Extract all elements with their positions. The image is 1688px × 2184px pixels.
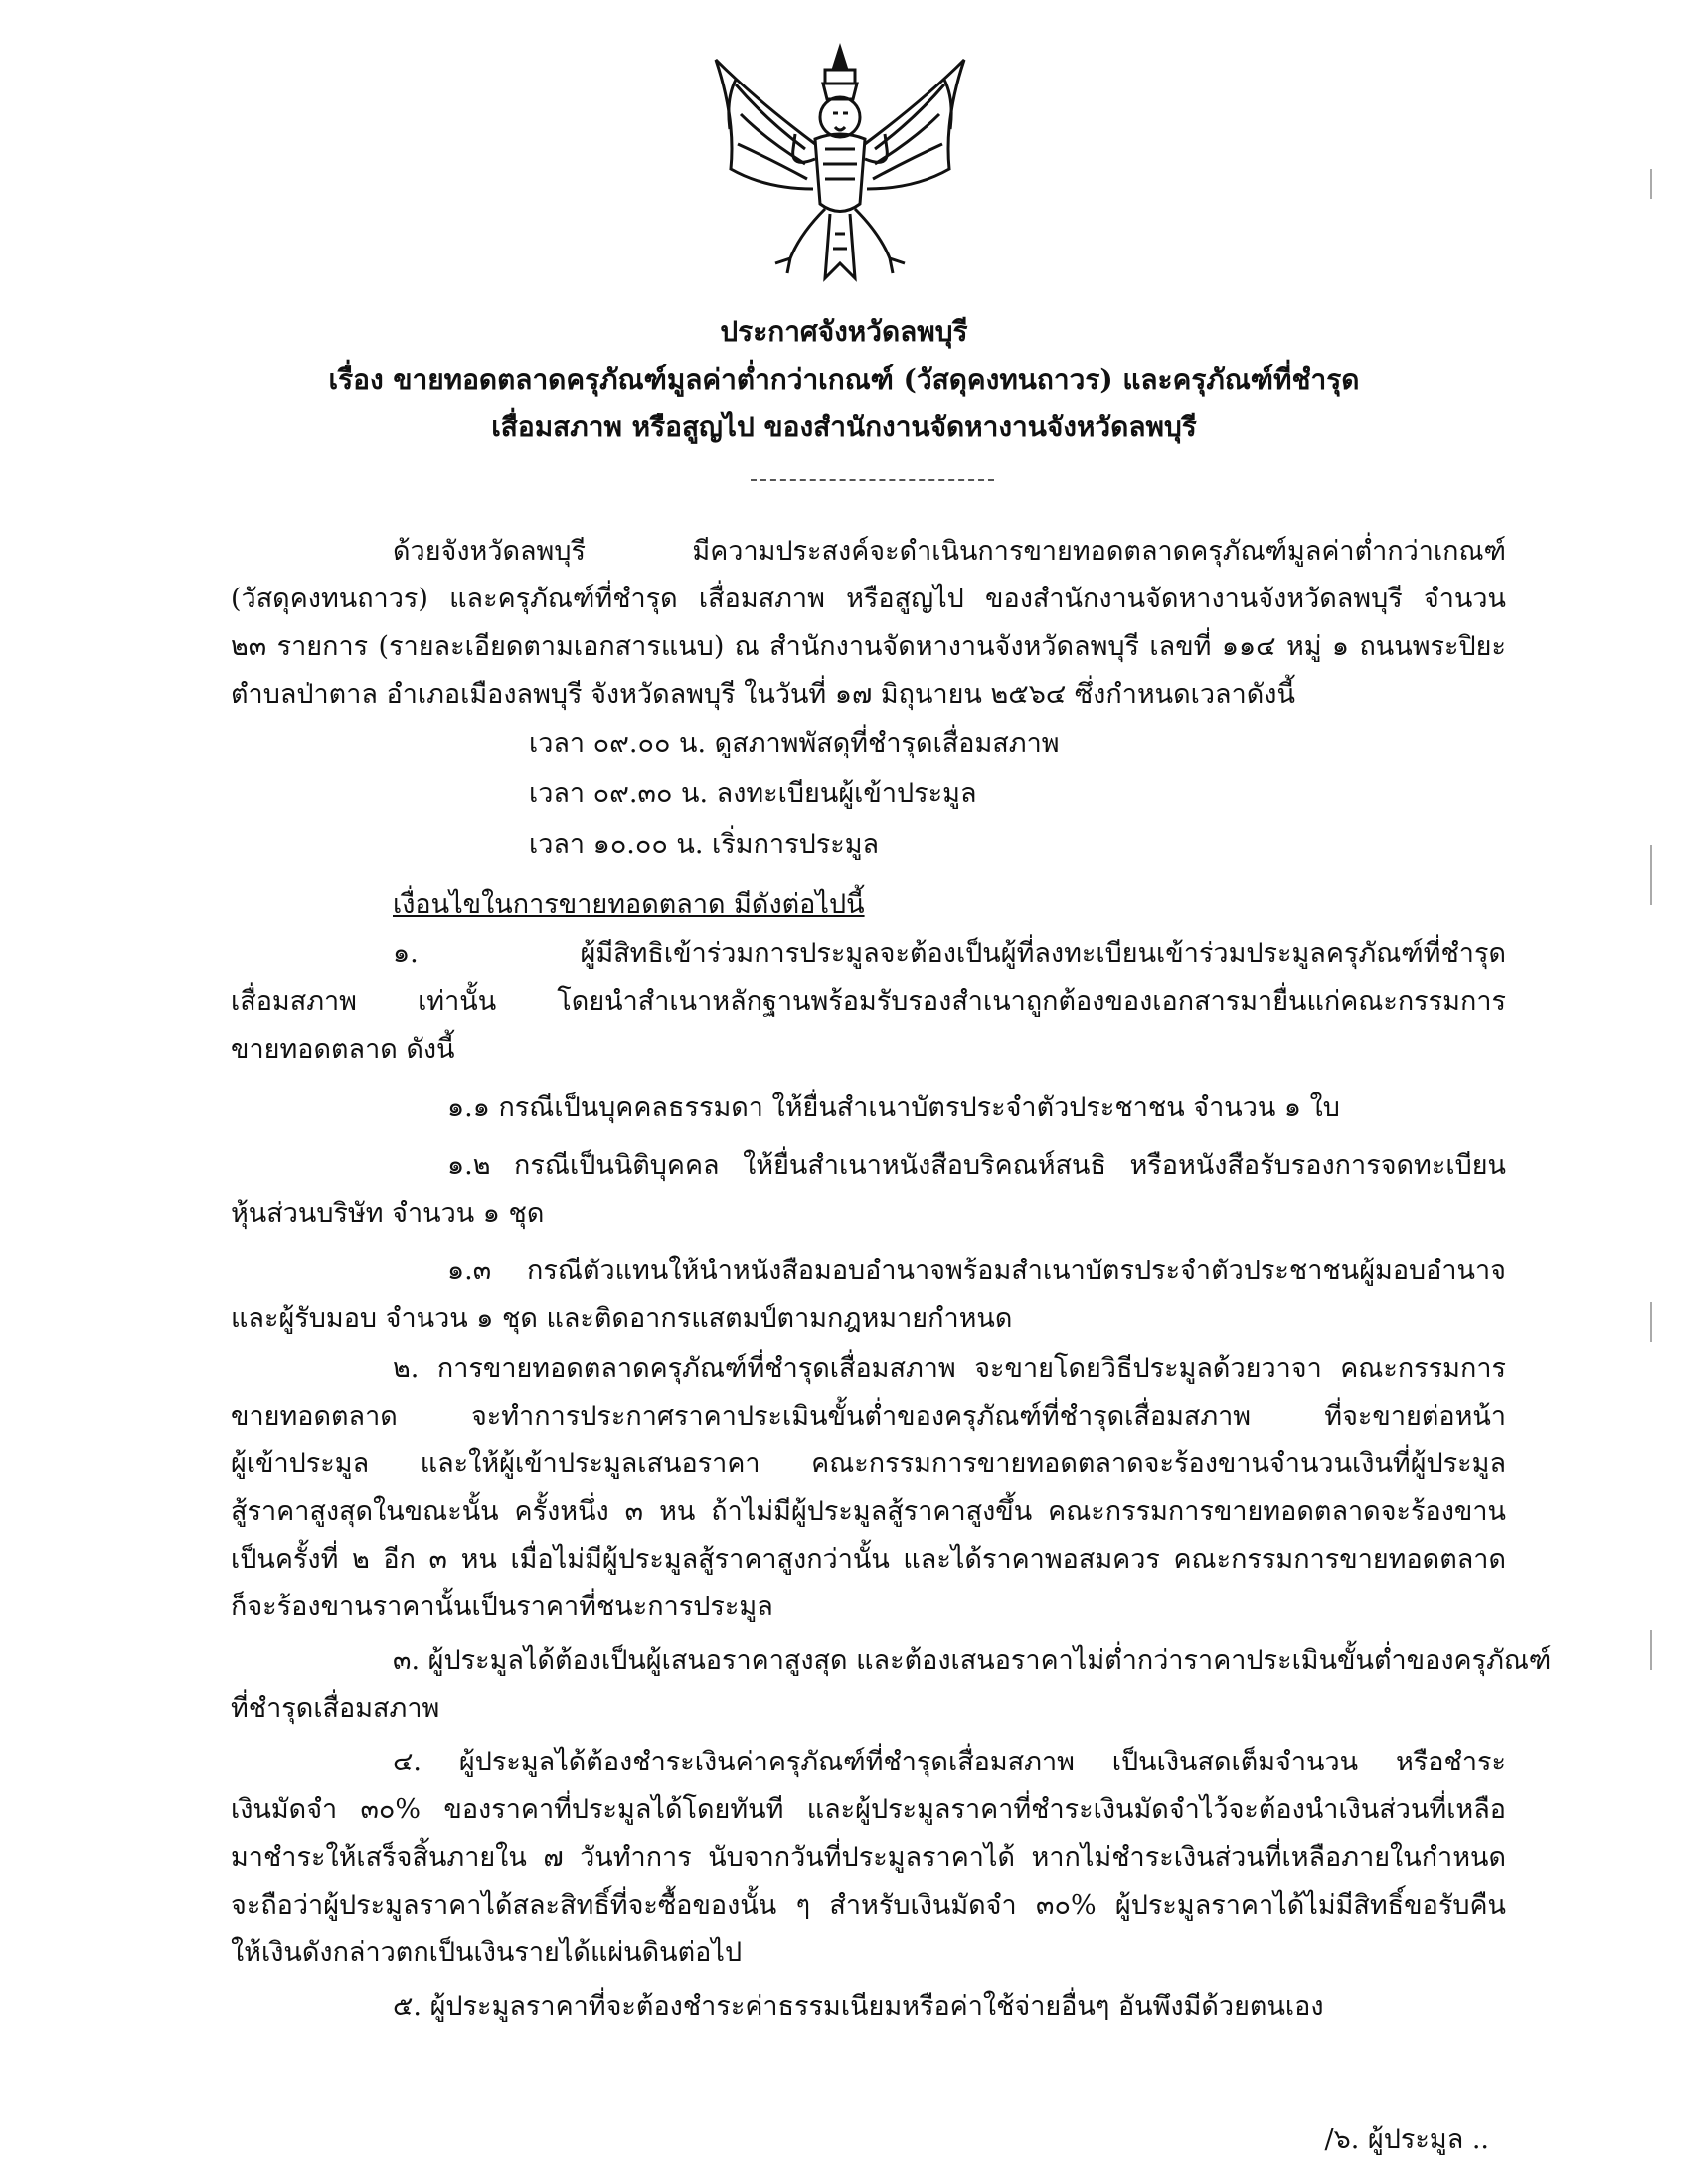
schedule-item: เวลา ๑๐.๐๐ น. เริ่มการประมูล <box>529 829 880 860</box>
scan-speck <box>1650 169 1652 199</box>
scan-speck <box>1650 1302 1652 1342</box>
intro-line-3: ๒๓ รายการ (รายละเอียดตามเอกสารแนบ) ณ สำนักงานจัดหางานจังหวัดลพบุรี เลขที่ ๑๑๔ หมู่ ๑ ถนนพระปิยะ <box>231 631 1506 662</box>
condition-1-1: ๑.๑ กรณีเป็นบุคคลธรรมดา ให้ยื่นสำเนาบัตรประจำตัวประชาชน จำนวน ๑ ใบ <box>447 1092 1340 1123</box>
condition-1-2-line-2: หุ้นส่วนบริษัท จำนวน ๑ ชุด <box>231 1198 545 1229</box>
intro-line-1: ด้วยจังหวัดลพบุรี มีความประสงค์จะดำเนินการขายทอดตลาดครุภัณฑ์มูลค่าต่ำกว่าเกณฑ์ <box>393 536 1506 567</box>
scan-speck <box>1650 1630 1652 1670</box>
condition-2-line-4: สู้ราคาสูงสุดในขณะนั้น ครั้งหนึ่ง ๓ หน ถ้าไม่มีผู้ประมูลสู้ราคาสูงขึ้น คณะกรรมการขายทอดตลาดจะร้องขาน <box>231 1496 1506 1527</box>
condition-1-3-line-1: ๑.๓ กรณีตัวแทนให้นำหนังสือมอบอำนาจพร้อมสำเนาบัตรประจำตัวประชาชนผู้มอบอำนาจ <box>447 1256 1506 1286</box>
condition-1-line-2: เสื่อมสภาพ เท่านั้น โดยนำสำเนาหลักฐานพร้อมรับรองสำเนาถูกต้องของเอกสารมายื่นแก่คณะกรรมการ <box>231 986 1506 1017</box>
scan-speck <box>1650 845 1652 905</box>
condition-3-line-2: ที่ชำรุดเสื่อมสภาพ <box>231 1693 440 1724</box>
next-page-indicator: /๖. ผู้ประมูล .. <box>1324 2124 1489 2155</box>
title-line-2: เรื่อง ขายทอดตลาดครุภัณฑ์มูลค่าต่ำกว่าเกณฑ์ (วัสดุคงทนถาวร) และครุภัณฑ์ที่ชำรุด <box>328 363 1360 396</box>
condition-4-line-2: เงินมัดจำ ๓๐% ของราคาที่ประมูลได้โดยทันที และผู้ประมูลราคาที่ชำระเงินมัดจำไว้จะต้องนำเงินส่วนที่เหลือ <box>231 1794 1506 1825</box>
condition-1-line-3: ขายทอดตลาด ดังนี้ <box>231 1034 455 1065</box>
condition-2-line-1: ๒. การขายทอดตลาดครุภัณฑ์ที่ชำรุดเสื่อมสภาพ จะขายโดยวิธีประมูลด้วยวาจา คณะกรรมการ <box>393 1353 1506 1384</box>
condition-2-line-6: ก็จะร้องขานราคานั้นเป็นราคาที่ชนะการประมูล <box>231 1592 773 1622</box>
intro-line-4: ตำบลป่าตาล อำเภอเมืองลพบุรี จังหวัดลพบุรี ในวันที่ ๑๗ มิถุนายน ๒๕๖๔ ซึ่งกำหนดเวลาดังนี้ <box>231 679 1295 710</box>
conditions-heading: เงื่อนไขในการขายทอดตลาด มีดังต่อไปนี้ <box>393 889 865 920</box>
condition-5: ๕. ผู้ประมูลราคาที่จะต้องชำระค่าธรรมเนียมหรือค่าใช้จ่ายอื่นๆ อันพึงมีด้วยตนเอง <box>393 1991 1324 2022</box>
condition-4-line-4: จะถือว่าผู้ประมูลราคาได้สละสิทธิ์ที่จะซื้อของนั้น ๆ สำหรับเงินมัดจำ ๓๐% ผู้ประมูลราคาได้ไม่มีสิทธิ์ขอรับคืน <box>231 1890 1506 1921</box>
condition-2-line-2: ขายทอดตลาด จะทำการประกาศราคาประเมินขั้นต่ำของครุภัณฑ์ที่ชำรุดเสื่อมสภาพ ที่จะขายต่อหน้า <box>231 1401 1506 1431</box>
condition-1-3-line-2: และผู้รับมอบ จำนวน ๑ ชุด และติดอากรแสตมป์ตามกฎหมายกำหนด <box>231 1303 1013 1334</box>
condition-3-line-1: ๓. ผู้ประมูลได้ต้องเป็นผู้เสนอราคาสูงสุด และต้องเสนอราคาไม่ต่ำกว่าราคาประเมินขั้นต่ำของครุภัณฑ์ <box>393 1645 1552 1676</box>
schedule-item: เวลา ๐๙.๓๐ น. ลงทะเบียนผู้เข้าประมูล <box>529 778 977 809</box>
title-divider <box>751 479 994 481</box>
condition-2-line-3: ผู้เข้าประมูล และให้ผู้เข้าประมูลเสนอราคา คณะกรรมการขายทอดตลาดจะร้องขานจำนวนเงินที่ผู้ประมูล <box>231 1448 1506 1479</box>
condition-1-line-1: ๑. ผู้มีสิทธิเข้าร่วมการประมูลจะต้องเป็นผู้ที่ลงทะเบียนเข้าร่วมประมูลครุภัณฑ์ที่ชำรุด <box>393 938 1506 969</box>
title-line-3: เสื่อมสภาพ หรือสูญไป ของสำนักงานจัดหางานจังหวัดลพบุรี <box>491 411 1197 443</box>
intro-line-2: (วัสดุคงทนถาวร) และครุภัณฑ์ที่ชำรุด เสื่อมสภาพ หรือสูญไป ของสำนักงานจัดหางานจังหวัดลพบุรี จำนวน <box>231 584 1506 614</box>
condition-4-line-3: มาชำระให้เสร็จสิ้นภายใน ๗ วันทำการ นับจากวันที่ประมูลราคาได้ หากไม่ชำระเงินส่วนที่เหลือภายในกำหนด <box>231 1842 1506 1873</box>
title-line-1: ประกาศจังหวัดลพบุรี <box>720 315 968 348</box>
garuda-emblem-icon <box>696 40 984 293</box>
condition-4-line-5: ให้เงินดังกล่าวตกเป็นเงินรายได้แผ่นดินต่อไป <box>231 1937 743 1968</box>
condition-4-line-1: ๔. ผู้ประมูลได้ต้องชำระเงินค่าครุภัณฑ์ที่ชำรุดเสื่อมสภาพ เป็นเงินสดเต็มจำนวน หรือชำระ <box>393 1747 1506 1777</box>
condition-1-2-line-1: ๑.๒ กรณีเป็นนิติบุคคล ให้ยื่นสำเนาหนังสือบริคณห์สนธิ หรือหนังสือรับรองการจดทะเบียน <box>447 1150 1506 1181</box>
schedule-item: เวลา ๐๙.๐๐ น. ดูสภาพพัสดุที่ชำรุดเสื่อมสภาพ <box>529 728 1060 758</box>
condition-2-line-5: เป็นครั้งที่ ๒ อีก ๓ หน เมื่อไม่มีผู้ประมูลสู้ราคาสูงกว่านั้น และได้ราคาพอสมควร คณะกรรมการขายทอดตลาด <box>231 1544 1506 1575</box>
